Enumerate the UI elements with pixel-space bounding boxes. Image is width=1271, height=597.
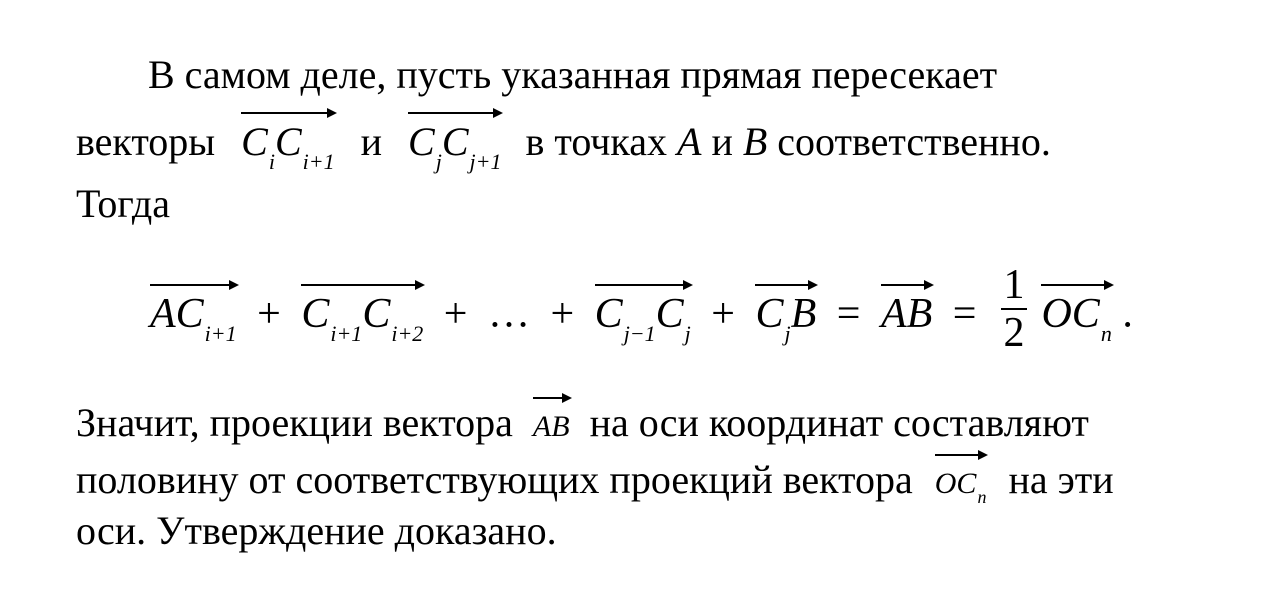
point-B: B: [742, 119, 768, 164]
vector-ACi1: $AC_{i+1}$: [150, 280, 237, 344]
period: .: [1122, 290, 1133, 337]
equation: [150, 262, 1133, 362]
vector-CjB: $C_jB$: [755, 280, 816, 344]
text-so-projections: Значит, проекции вектора: [76, 400, 513, 445]
vector-OCn: $OC_n$: [1041, 280, 1111, 344]
text-and: и: [360, 119, 383, 164]
para1-line1: В самом деле, пусть указанная прямая пересекает: [148, 52, 998, 97]
para2-line3: оси. Утверждение доказано.: [76, 508, 557, 553]
vector-CjCj1: $C_jC_{j+1}$: [408, 108, 501, 172]
para2-line2: [76, 450, 1114, 511]
point-A: A: [677, 119, 702, 164]
ellipsis: …: [487, 290, 530, 337]
text-respectively: соответственно.: [777, 119, 1051, 164]
para1-line2: [76, 108, 1051, 172]
text-vectors: векторы: [76, 119, 216, 164]
plus-sign: +: [443, 290, 468, 337]
para1-line3: Тогда: [76, 181, 170, 226]
numerator: 1: [1003, 262, 1025, 308]
denominator: 2: [1003, 310, 1025, 356]
vector-Cj1Cj: $C_{j-1}C_j$: [595, 280, 691, 344]
vector-OCn-inline: $OC_n$: [935, 450, 987, 511]
plus-sign: +: [711, 290, 735, 337]
equals-sign: =: [952, 290, 977, 337]
plus-sign: +: [257, 290, 281, 337]
vector-Ci1Ci2: $C_{i+1}C_{i+2}$: [301, 280, 423, 344]
vector-AB: AB: [881, 280, 932, 338]
text-on-axes: на оси координат составляют: [589, 400, 1089, 445]
plus-sign: +: [550, 290, 575, 337]
equals-sign: =: [836, 290, 861, 337]
text-in-points: в точках: [525, 119, 667, 164]
text-and2: и: [711, 119, 733, 164]
para2-line1: [76, 393, 1089, 451]
vector-CiCi1: $C_iC_{i+1}$: [241, 108, 334, 172]
text-on-these: на эти: [1008, 457, 1114, 502]
vector-AB-inline: AB: [533, 393, 570, 451]
fraction-one-half: [1001, 264, 1027, 354]
text-half-of: половину от соответствующих проекций вектора: [76, 457, 913, 502]
